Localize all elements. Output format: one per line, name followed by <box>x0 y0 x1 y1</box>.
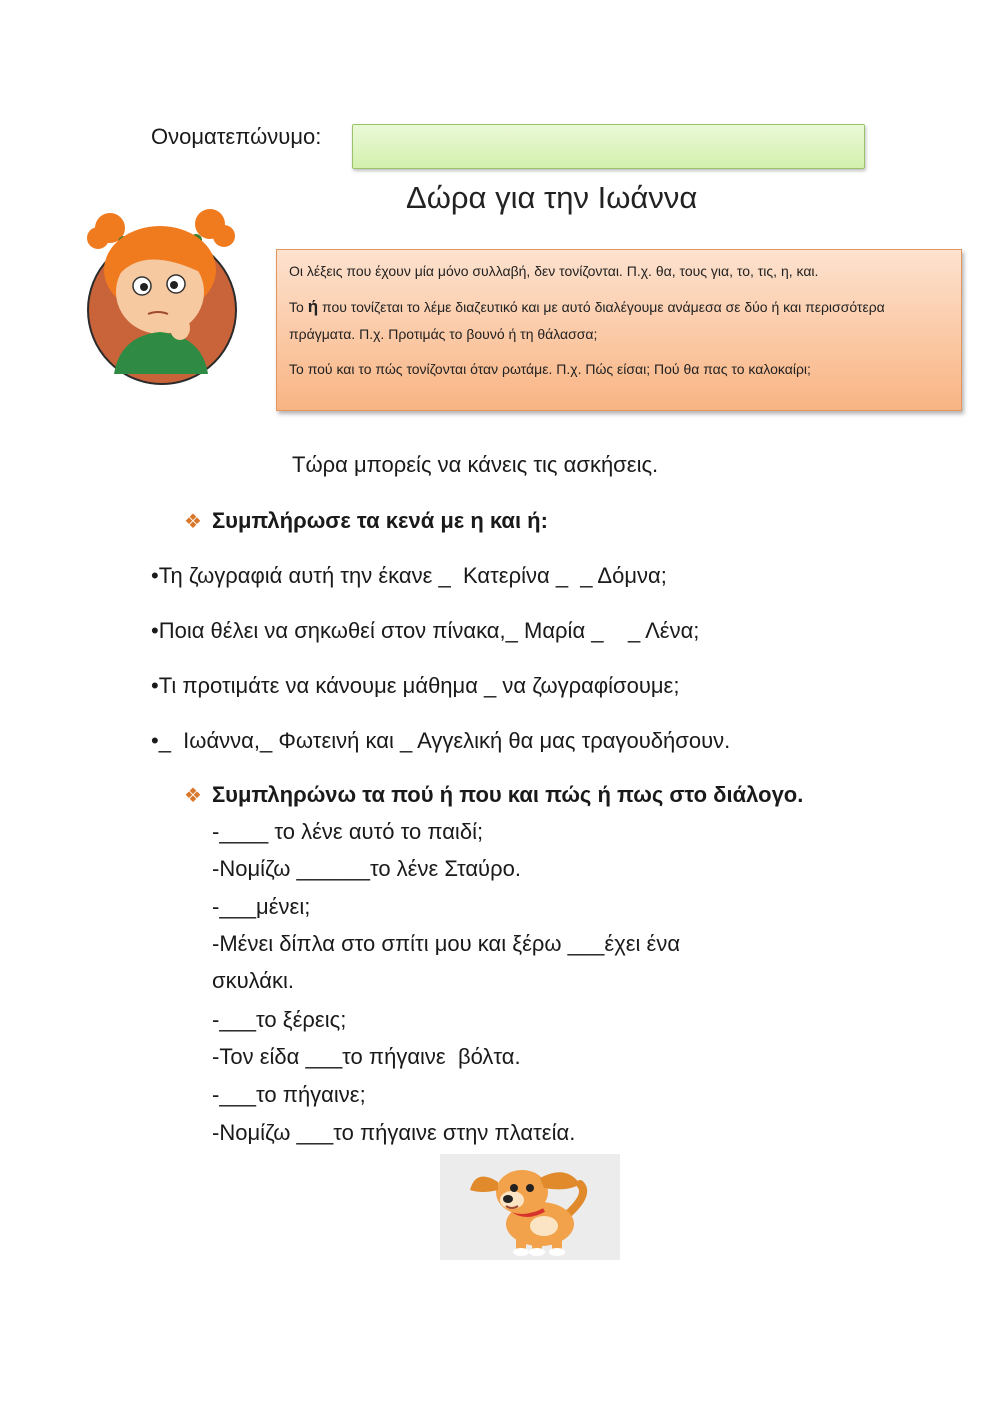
exercise-1-item: •Ποια θέλει να σηκωθεί στον πίνακα,_ Μαρία _ _ Λένα; <box>151 618 700 643</box>
puppy-illustration <box>440 1154 620 1260</box>
intro-text: Τώρα μπορείς να κάνεις τις ασκήσεις. <box>292 452 659 477</box>
rule-line-2-rest: που τονίζεται το λέμε διαζευτικό και με αυτό διαλέγουμε ανάμεσα σε δύο ή και περισσότερα πράγματα. Π.χ. Προτιμάς το βουνό ή τη θάλασσα; <box>289 299 885 342</box>
rules-box <box>276 249 962 411</box>
exercise-1-item: •Τι προτιμάτε να κάνουμε μάθημα _ να ζωγραφίσουμε; <box>151 673 680 698</box>
dialog-line: σκυλάκι. <box>212 968 294 993</box>
rule-line-2 <box>289 293 949 348</box>
rule-line-1: Οι λέξεις που έχουν μία μόνο συλλαβή, δεν τονίζονται. Π.χ. θα, τους για, το, τις, η, και. <box>289 263 819 279</box>
dialog-line: -___το ξέρεις; <box>212 1007 347 1032</box>
exercise-1-heading-text: Συμπλήρωσε τα κενά με η και ή: <box>211 508 548 533</box>
rule-eta-word: ή <box>307 297 319 316</box>
worksheet-title: Δώρα για την Ιωάννα <box>406 180 698 215</box>
dialog-line: -____ το λένε αυτό το παιδί; <box>212 819 484 844</box>
dialog-line: -Νομίζω ___το πήγαινε στην πλατεία. <box>212 1120 576 1145</box>
dialog-line: -___μένει; <box>212 894 311 919</box>
dialog-line: -Τον είδα ___το πήγαινε βόλτα. <box>212 1044 521 1069</box>
dialog-line: -___το πήγαινε; <box>212 1082 366 1107</box>
diamond-bullet-icon: ❖ <box>184 785 202 807</box>
name-label: Ονοματεπώνυμο: <box>151 124 322 149</box>
dialog-line: -Μένει δίπλα στο σπίτι μου και ξέρω ___έχει ένα <box>212 931 681 956</box>
rule-line-3: Το πού και το πώς τονίζονται όταν ρωτάμε. Π.χ. Πώς είσαι; Πού θα πας το καλοκαίρι; <box>289 361 811 377</box>
dialog-line: -Νομίζω ______το λένε Σταύρο. <box>212 856 521 881</box>
girl-illustration <box>84 204 240 386</box>
exercise-1-item: •Τη ζωγραφιά αυτή την έκανε _ Κατερίνα _ _ Δόμνα; <box>151 563 667 588</box>
exercise-2-heading-text: Συμπληρώνω τα πού ή που και πώς ή πως στο διάλογο. <box>211 782 804 807</box>
diamond-bullet-icon: ❖ <box>184 511 202 533</box>
rule-line-2-start: Το <box>289 299 308 315</box>
exercise-1-item: •_ Ιωάννα,_ Φωτεινή και _ Αγγελική θα μας τραγουδήσουν. <box>151 728 731 753</box>
name-input[interactable] <box>352 124 865 169</box>
exercise-1-heading <box>184 508 548 534</box>
exercise-2-heading <box>184 782 803 808</box>
